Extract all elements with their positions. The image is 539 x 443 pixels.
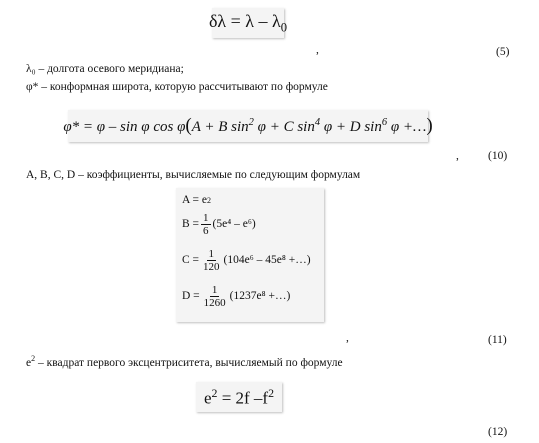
coefficients-description: A, B, C, D – коэффициенты, вычисляемые по следующим формулам <box>26 169 361 181</box>
equation-12 <box>204 386 274 409</box>
equation-11-box <box>176 188 324 322</box>
equation-11-c-body: (104e⁶ – 45e⁸ +…) <box>223 254 311 266</box>
equation-12-rhs: = 2f –f <box>217 388 269 408</box>
equation-5-comma: , <box>316 44 319 56</box>
equation-11-d-lhs: D = <box>182 290 200 302</box>
e2-description-power: 2 <box>31 354 36 363</box>
phi-description: φ* – конформная широта, которую рассчитывают по формуле <box>26 81 328 93</box>
equation-11-b <box>182 210 318 238</box>
equation-5-text: δλ = λ – λ <box>208 10 281 31</box>
equation-10-term-a: A + B sin <box>191 119 249 135</box>
equation-5-box <box>208 8 288 38</box>
equation-11-c-fraction <box>201 248 222 273</box>
e2-description-text: – квадрат первого эксцентриситета, вычисляемый по формуле <box>35 356 343 369</box>
equation-11-c <box>182 246 318 274</box>
equation-11-d-denominator: 1260 <box>203 296 226 309</box>
equation-5-subscript: 0 <box>280 20 288 35</box>
equation-11-b-fraction <box>201 212 211 237</box>
e2-description-symbol: e <box>26 356 32 369</box>
equation-11-a <box>182 190 318 210</box>
equation-10-term-b: φ + C sin <box>257 119 315 135</box>
equation-5-number: (5) <box>496 46 510 58</box>
equation-11-b-numerator: 1 <box>203 211 209 224</box>
equation-11-number: (11) <box>488 334 507 346</box>
equation-11-d <box>182 282 318 310</box>
equation-11-c-lhs: C = <box>182 254 200 266</box>
equation-11-c-denominator: 120 <box>203 260 220 273</box>
equation-11-b-body: (5e⁴ – e⁶) <box>212 218 256 230</box>
equation-12-rhs-power: 2 <box>268 385 275 400</box>
equation-11-d-fraction <box>202 284 228 309</box>
equation-11-d-numerator: 1 <box>211 283 218 296</box>
equation-12-lhs-power: 2 <box>211 385 218 400</box>
e2-description <box>26 352 343 370</box>
equation-5 <box>209 11 287 36</box>
equation-12-box <box>196 382 282 412</box>
equation-10-power-6: 6 <box>381 117 388 128</box>
equation-10-box <box>63 110 433 142</box>
equation-11-a-power: 2 <box>207 195 212 205</box>
equation-11-b-denominator: 6 <box>203 224 209 237</box>
equation-10-number: (10) <box>488 150 508 162</box>
equation-11-d-body: (1237e⁸ +…) <box>229 290 291 302</box>
equation-12-number: (12) <box>488 426 508 438</box>
equation-10: φ* = φ – sin φ cos φ(A + B $\sin^2 \varphi + C$ $\sin^4 \varphi + D$ $\sin^6 \varphi$ +…) <box>63 115 433 136</box>
lambda0-description: λ₀ – долгота осевого меридиана; <box>26 63 184 75</box>
equation-11-b-lhs: B = <box>182 218 200 230</box>
equation-10-comma: , <box>456 150 459 162</box>
equation-10-power-2: 2 <box>248 117 254 128</box>
equation-10-lhs: φ* = φ – sin φ cos φ <box>63 119 186 135</box>
equation-10-power-4: 4 <box>314 117 321 128</box>
equation-11-comma: , <box>346 332 349 344</box>
equation-10-term-d: φ +… <box>390 119 427 135</box>
equation-11-a-text: A = e <box>182 194 208 206</box>
equation-10-term-c: φ + D sin <box>323 119 382 135</box>
equation-11-c-numerator: 1 <box>208 247 215 260</box>
equation-12-lhs: e <box>203 388 212 408</box>
